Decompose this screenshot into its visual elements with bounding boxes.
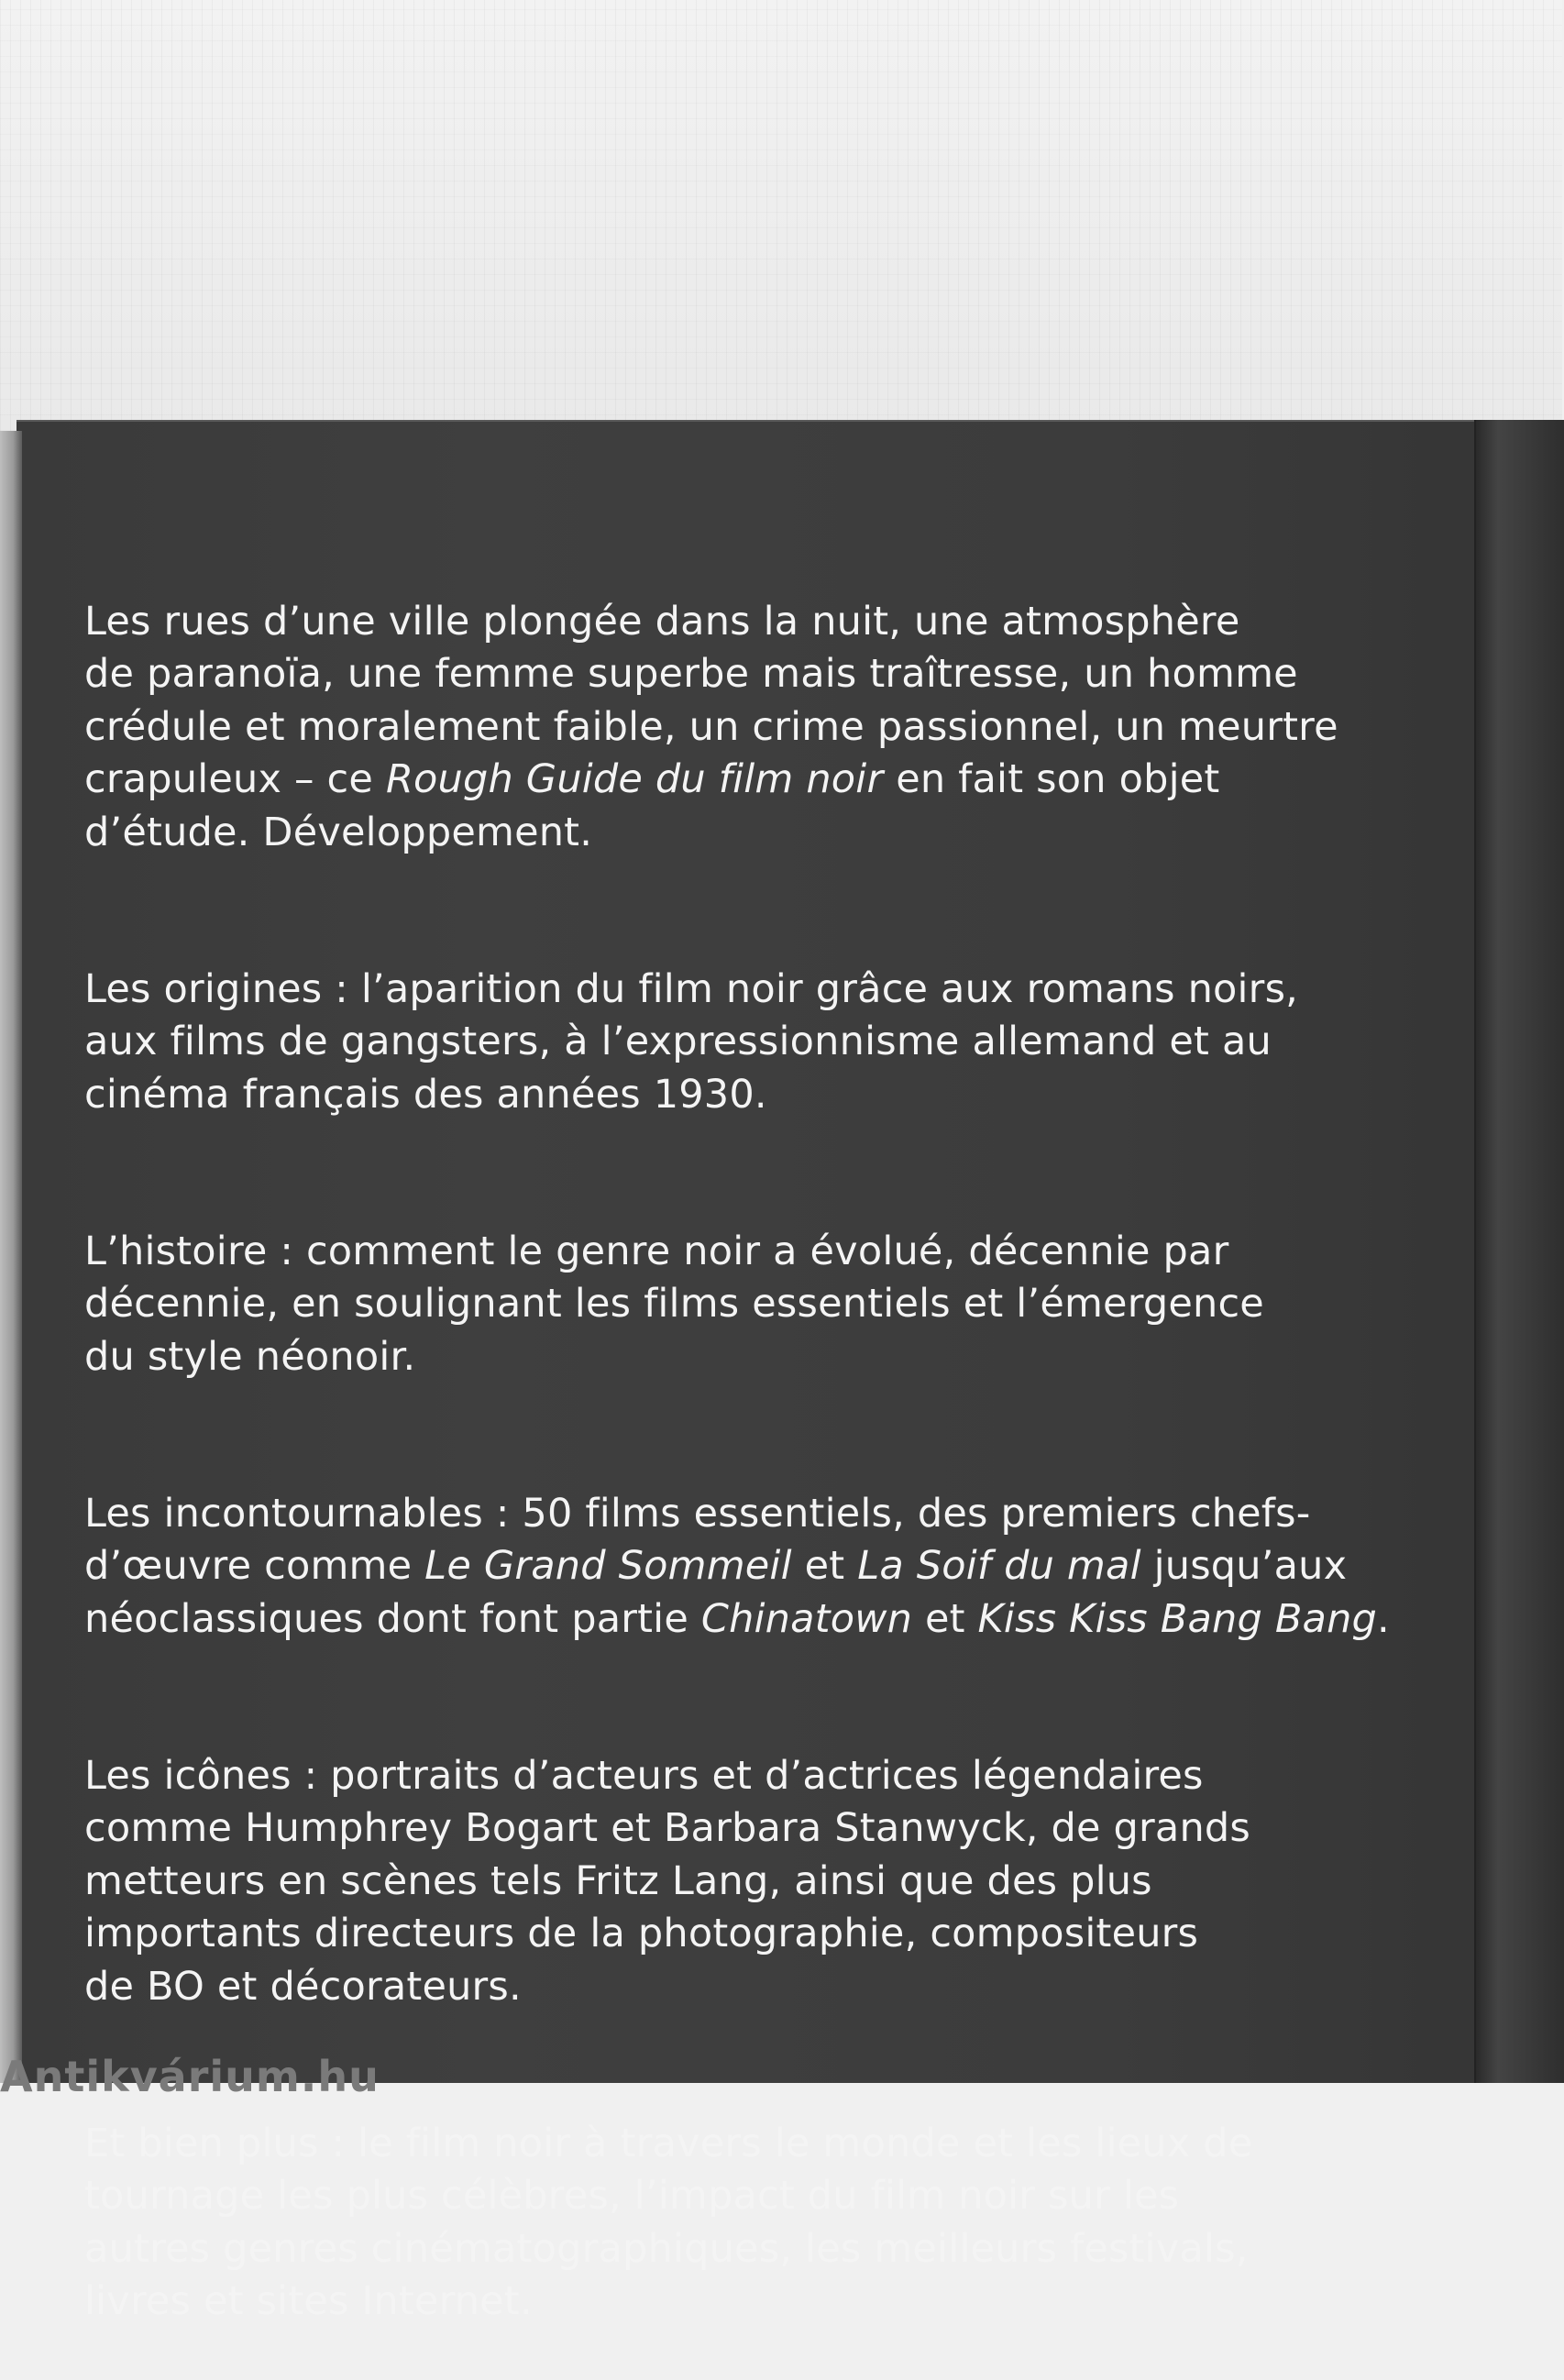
book-title-italic: Rough Guide du film noir <box>385 756 884 802</box>
paragraph-origines <box>84 910 1459 1121</box>
text-run: Les rues d’une ville plongée dans la nuit, une atmosphère de paranoïa, une femme superbe mais traîtresse, un homme crédule et moralement faible, un crime passionnel, un meurtre crapuleux – ce <box>84 598 1338 802</box>
text-run: Et bien plus : le film noir à travers le monde et les lieux de tournage les plus célèbres, l’impact du film noir sur les autres genres cinématographiques, les meilleurs festivals, livres et sites Internet. <box>84 2120 1253 2324</box>
text-run: jusqu’aux néoclassiques dont font partie <box>84 1543 1348 1642</box>
text-run: L’histoire : comment le genre noir a évolué, décennie par décennie, en soulignant les films essentiels et l’émergence du style néonoir. <box>84 1228 1264 1380</box>
text-run: . <box>1377 1595 1390 1642</box>
text-run: Les icônes : portraits d’acteurs et d’actrices légendaires comme Humphrey Bogart et Barbara Stanwyck, de grands metteurs en scènes tels Fritz Lang, ainsi que des plus importants directeurs de la photographie, compositeurs de BO et décorateurs. <box>84 1752 1251 2010</box>
text-run: et <box>791 1543 858 1589</box>
paragraph-incontournables <box>84 1435 1459 1646</box>
film-title-italic: La Soif du mal <box>857 1543 1141 1589</box>
text-run: et <box>912 1595 978 1642</box>
paragraph-histoire <box>84 1173 1459 1383</box>
film-title-italic: Chinatown <box>700 1595 913 1642</box>
film-title-italic: Le Grand Sommeil <box>424 1543 792 1589</box>
text-run: Les origines : l’aparition du film noir grâce aux romans noirs, aux films de gangsters, à l’expressionnisme allemand et au cinéma français des années 1930. <box>84 965 1299 1118</box>
watermark-text: Antikvárium.hu <box>0 2052 380 2101</box>
paragraph-icones <box>84 1697 1459 2013</box>
back-cover-blurb <box>84 543 1459 2380</box>
book-page-edge <box>0 431 22 2083</box>
film-title-italic: Kiss Kiss Bang Bang <box>977 1595 1378 1642</box>
text-run: en fait son objet d’étude. Développement. <box>84 756 1220 855</box>
text-run: Les incontournables : 50 films essentiels, des premiers chefs- d’œuvre comme <box>84 1490 1311 1589</box>
background-wall <box>0 0 1562 431</box>
paragraph-intro <box>84 543 1459 859</box>
book-spine <box>1474 420 1564 2083</box>
paragraph-bien-plus <box>84 2065 1459 2329</box>
